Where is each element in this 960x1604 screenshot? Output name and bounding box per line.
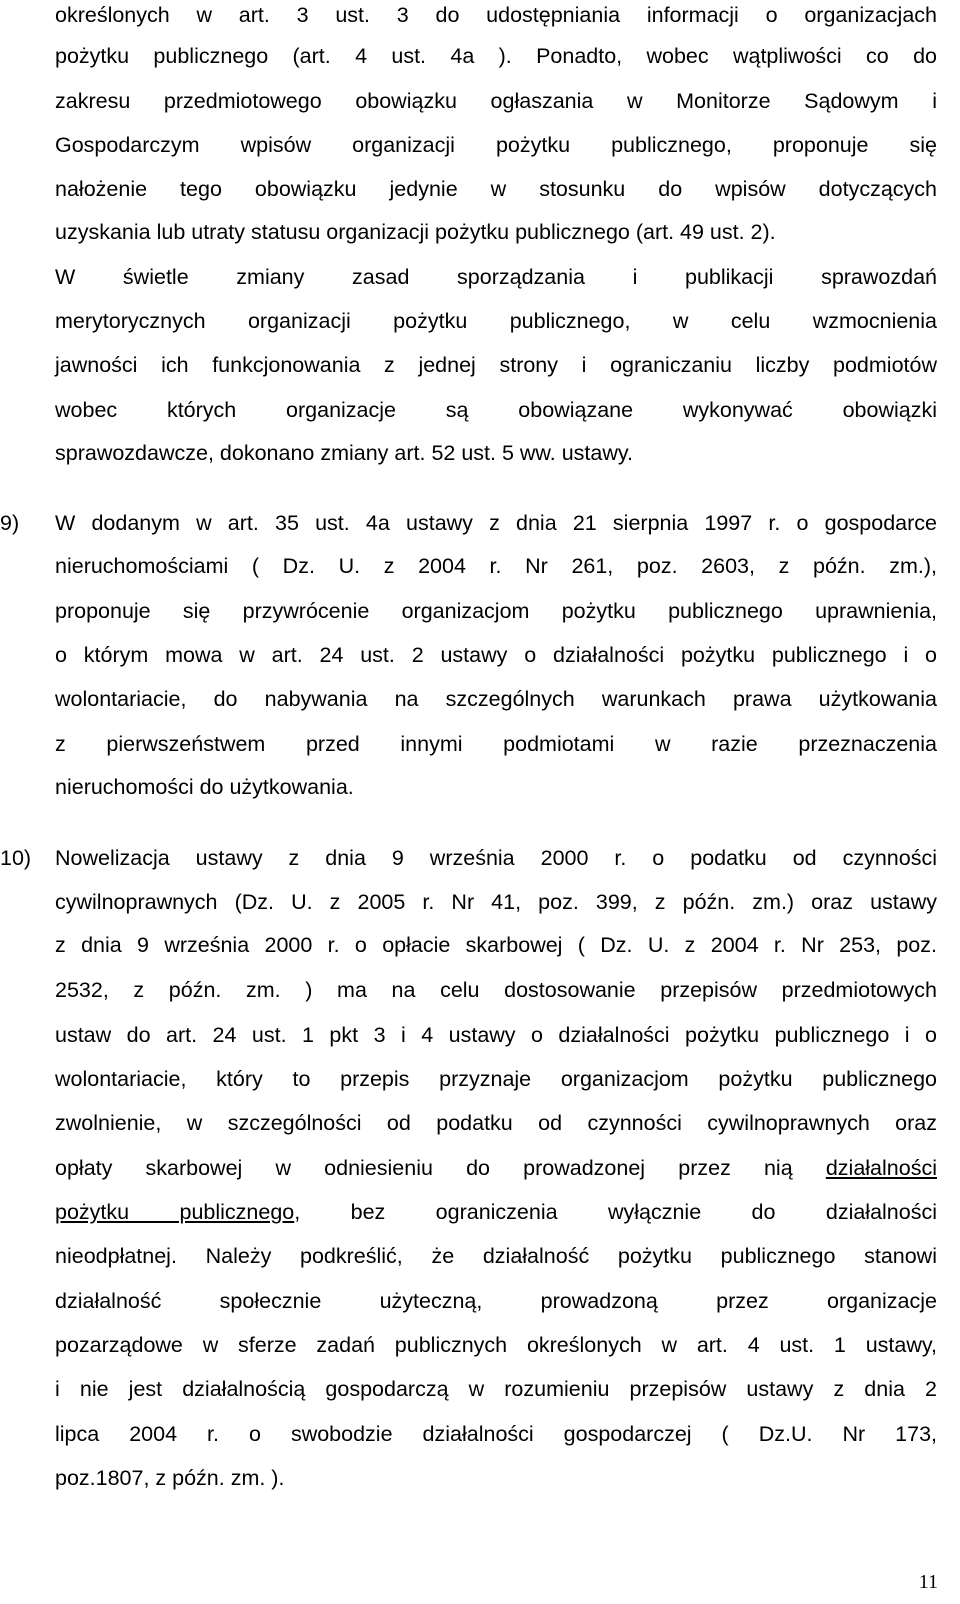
text-line: wobec których organizacje są obowiązane wykonywać obowiązki <box>55 398 937 422</box>
text-line: o którym mowa w art. 24 ust. 2 ustawy o działalności pożytku publicznego i o <box>55 643 937 667</box>
list-number: 9) <box>0 511 20 535</box>
text-line: nieodpłatnej. Należy podkreślić, że działalność pożytku publicznego stanowi <box>55 1244 937 1268</box>
text-line: pozarządowe w sferze zadań publicznych określonych w art. 4 ust. 1 ustawy, <box>55 1333 937 1357</box>
text-line: Gospodarczym wpisów organizacji pożytku publicznego, proponuje się <box>55 133 937 157</box>
text-line: zwolnienie, w szczególności od podatku od czynności cywilnoprawnych oraz <box>55 1111 937 1135</box>
text-line: lipca 2004 r. o swobodzie działalności gospodarczej ( Dz.U. Nr 173, <box>55 1422 937 1446</box>
text-line: ustaw do art. 24 ust. 1 pkt 3 i 4 ustawy o działalności pożytku publicznego i o <box>55 1023 937 1047</box>
text-line: z dnia 9 września 2000 r. o opłacie skarbowej ( Dz. U. z 2004 r. Nr 253, poz. <box>55 933 937 957</box>
text-line: z pierwszeństwem przed innymi podmiotami w razie przeznaczenia <box>55 732 937 756</box>
text-line: uzyskania lub utraty statusu organizacji pożytku publicznego (art. 49 ust. 2). <box>55 220 776 244</box>
text-line: 2532, z późn. zm. ) ma na celu dostosowanie przepisów przedmiotowych <box>55 978 937 1002</box>
text-line: jawności ich funkcjonowania z jednej strony i ograniczaniu liczby podmiotów <box>55 353 937 377</box>
text-line: proponuje się przywrócenie organizacjom pożytku publicznego uprawnienia, <box>55 599 937 623</box>
page-number: 11 <box>918 1571 938 1593</box>
text-line: nieruchomości do użytkowania. <box>55 775 354 799</box>
text-line: nałożenie tego obowiązku jedynie w stosunku do wpisów dotyczących <box>55 177 937 201</box>
text-line: zakresu przedmiotowego obowiązku ogłaszania w Monitorze Sądowym i <box>55 89 937 113</box>
text-line-with-underline <box>55 1153 937 1183</box>
text-line-with-underline <box>55 1197 937 1227</box>
text-line: pożytku publicznego (art. 4 ust. 4a ). Ponadto, wobec wątpliwości co do <box>55 44 937 68</box>
text-line: działalność społecznie użyteczną, prowadzoną przez organizacje <box>55 1289 937 1313</box>
text-line: merytorycznych organizacji pożytku publicznego, w celu wzmocnienia <box>55 309 937 333</box>
text-line: wolontariacie, do nabywania na szczególnych warunkach prawa użytkowania <box>55 687 937 711</box>
text-line: cywilnoprawnych (Dz. U. z 2005 r. Nr 41, poz. 399, z późn. zm.) oraz ustawy <box>55 890 937 914</box>
text-line: poz.1807, z późn. zm. ). <box>55 1466 285 1490</box>
underlined-text: pożytku publicznego <box>55 1200 295 1224</box>
text-line: określonych w art. 3 ust. 3 do udostępniania informacji o organizacjach <box>55 3 937 27</box>
text-line: i nie jest działalnością gospodarczą w rozumieniu przepisów ustawy z dnia 2 <box>55 1377 937 1401</box>
text-line: W dodanym w art. 35 ust. 4a ustawy z dnia 21 sierpnia 1997 r. o gospodarce <box>55 511 937 535</box>
text-span: opłaty skarbowej w odniesieniu do prowadzonej przez nią <box>55 1156 793 1180</box>
text-line: W świetle zmiany zasad sporządzania i publikacji sprawozdań <box>55 265 937 289</box>
text-line: Nowelizacja ustawy z dnia 9 września 2000 r. o podatku od czynności <box>55 846 937 870</box>
list-number: 10) <box>0 846 32 870</box>
text-line: nieruchomościami ( Dz. U. z 2004 r. Nr 261, poz. 2603, z późn. zm.), <box>55 554 937 578</box>
text-line: wolontariacie, który to przepis przyznaje organizacjom pożytku publicznego <box>55 1067 937 1091</box>
text-span: , bez ograniczenia wyłącznie do działalności <box>294 1200 937 1224</box>
text-line: sprawozdawcze, dokonano zmiany art. 52 ust. 5 ww. ustawy. <box>55 441 633 465</box>
underlined-text: działalności <box>825 1156 937 1180</box>
